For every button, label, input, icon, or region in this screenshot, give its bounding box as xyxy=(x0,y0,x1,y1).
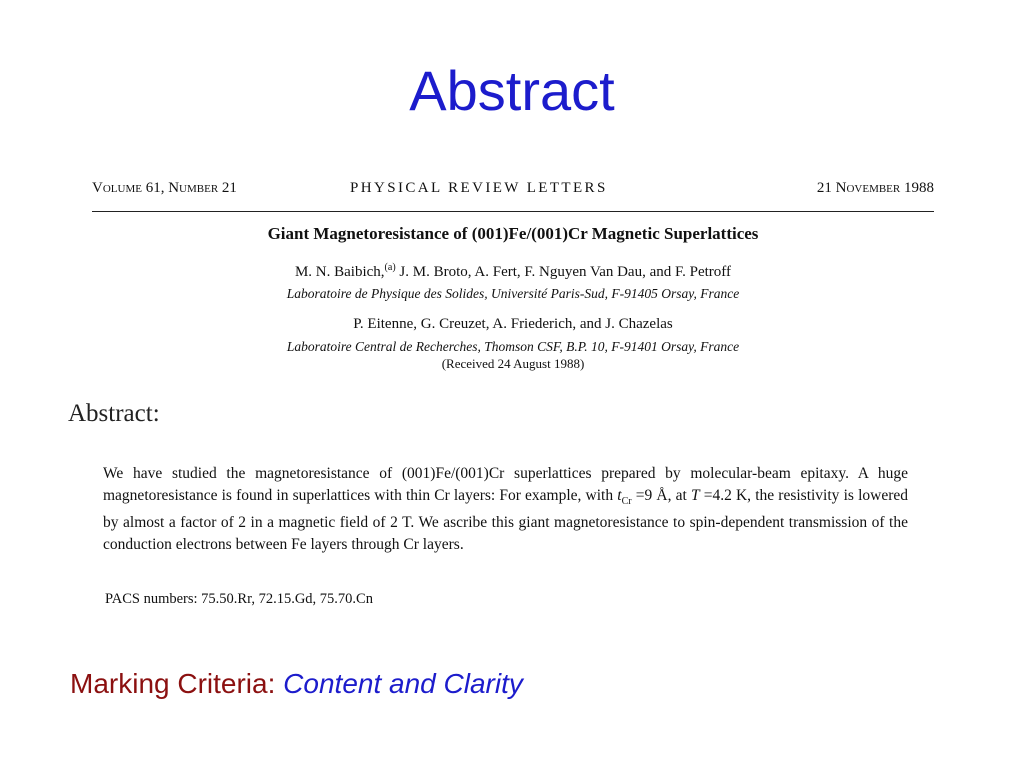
marking-criteria-label: Marking Criteria: xyxy=(70,668,284,699)
authors-group-2: P. Eitenne, G. Creuzet, A. Friederich, and J. Chazelas xyxy=(353,316,673,332)
volume-number: Volume 61, Number 21 xyxy=(92,180,237,196)
pacs-numbers: PACS numbers: 75.50.Rr, 72.15.Gd, 75.70.Cn xyxy=(105,591,373,607)
affiliation-1: Laboratoire de Physique des Solides, Université Paris-Sud, F-91405 Orsay, France xyxy=(286,286,740,301)
slide-title: Abstract xyxy=(409,59,615,122)
header-rule xyxy=(92,211,934,212)
abstract-heading: Abstract: xyxy=(68,400,160,427)
journal-name: PHYSICAL REVIEW LETTERS xyxy=(350,180,608,196)
marking-criteria-value: Content and Clarity xyxy=(283,668,523,699)
paper-title: Giant Magnetoresistance of (001)Fe/(001)Cr Magnetic Superlattices xyxy=(267,224,759,243)
authors-group-1: M. N. Baibich,$^{(a)}$ J. M. Broto, A. Fert, F. Nguyen Van Dau, and F. Petroff xyxy=(294,262,732,280)
received-date: (Received 24 August 1988) xyxy=(441,356,585,371)
marking-criteria xyxy=(70,668,523,700)
affiliation-2: Laboratoire Central de Recherches, Thomson CSF, B.P. 10, F-91401 Orsay, France xyxy=(286,339,740,354)
journal-masthead xyxy=(92,180,934,202)
issue-date: 21 November 1988 xyxy=(816,180,934,196)
abstract-text: We have studied the magnetoresistance of (001)Fe/(001)Cr superlattices prepared by molecular-beam epitaxy. A huge magnetoresistance is found in superlattices with thin Cr layers: For example, with $t_{Cr} =9$ Å, at T =4.2 K, the resistivity is lowered by almost a factor of 2 in a magnetic field of 2 T. We ascribe this giant magnetoresistance to spin-dependent transmission of the conduction electrons between Fe layers through Cr layers. xyxy=(103,465,908,553)
